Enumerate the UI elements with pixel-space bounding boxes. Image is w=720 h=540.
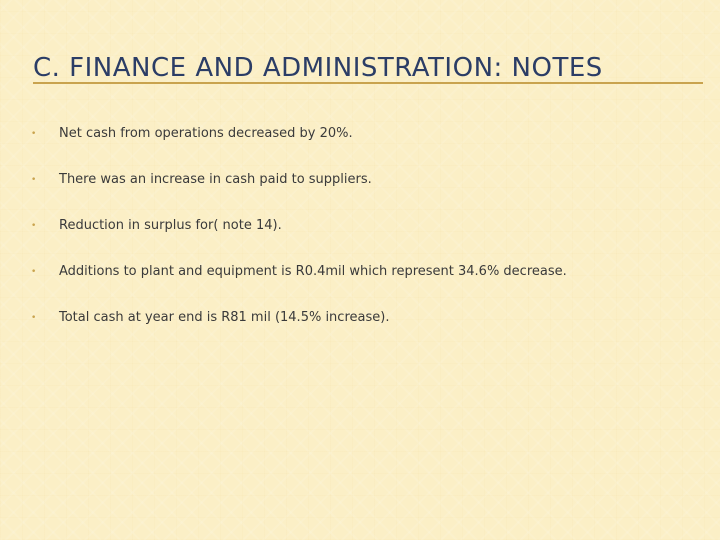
bullet-point-icon: • bbox=[31, 175, 37, 185]
bullet-text: There was an increase in cash paid to suppliers. bbox=[59, 172, 372, 187]
title-underline bbox=[33, 82, 703, 84]
bullet-text: Additions to plant and equipment is R0.4mil which represent 34.6% decrease. bbox=[59, 264, 567, 279]
bullet-text: Total cash at year end is R81 mil (14.5% increase). bbox=[59, 310, 390, 325]
bullet-point-icon: • bbox=[31, 313, 37, 323]
bullet-item bbox=[30, 168, 700, 214]
bullet-item bbox=[30, 260, 700, 306]
bullet-item bbox=[30, 306, 700, 352]
bullet-point-icon: • bbox=[31, 129, 37, 139]
bullet-list bbox=[30, 122, 700, 352]
slide-title: C. FINANCE AND ADMINISTRATION: NOTES bbox=[33, 53, 603, 83]
bullet-point-icon: • bbox=[31, 267, 37, 277]
bullet-item bbox=[30, 122, 700, 168]
bullet-item bbox=[30, 214, 700, 260]
bullet-text: Net cash from operations decreased by 20%. bbox=[59, 126, 353, 141]
bullet-text: Reduction in surplus for( note 14). bbox=[59, 218, 282, 233]
bullet-point-icon: • bbox=[31, 221, 37, 231]
